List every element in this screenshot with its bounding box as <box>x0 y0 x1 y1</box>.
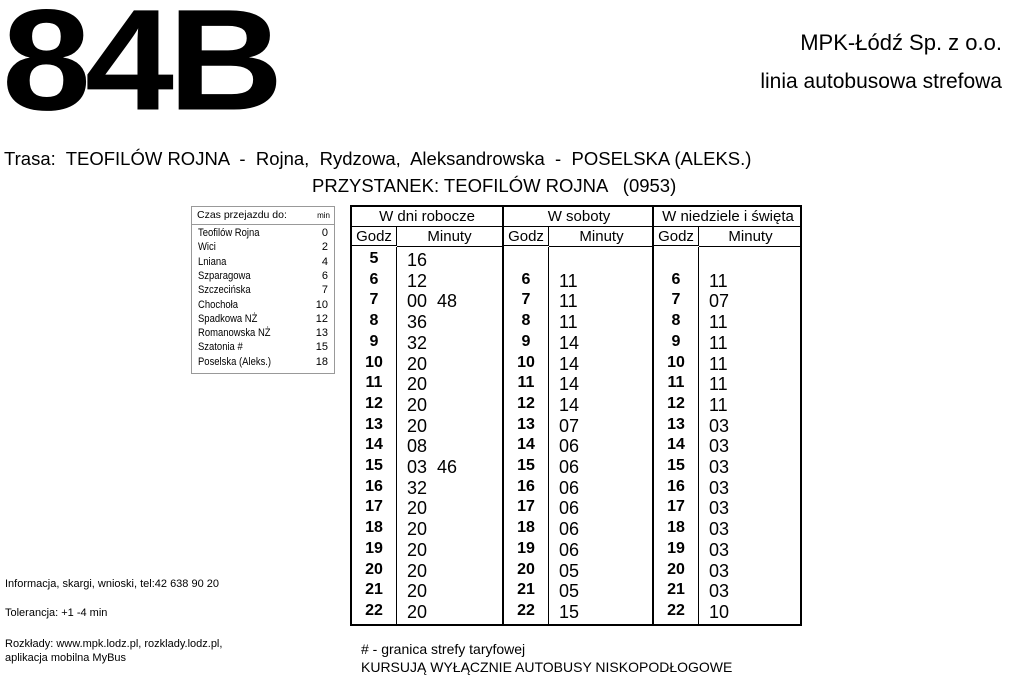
departure-row <box>504 270 654 291</box>
hour-cell: 13 <box>517 415 535 433</box>
operator-name: MPK-Łódź Sp. z o.o. <box>800 30 1002 55</box>
departure-row <box>352 560 502 581</box>
hour-cell: 9 <box>369 332 379 350</box>
travel-time-row <box>192 340 334 354</box>
departure-row <box>654 560 802 581</box>
travel-times-title: Czas przejazdu do: <box>197 209 287 221</box>
minutes-cell: 03 <box>709 519 730 540</box>
travel-time-row <box>192 283 334 297</box>
hour-cell: 6 <box>671 270 681 288</box>
minutes-cell: 11 <box>559 312 578 333</box>
departure-row <box>352 435 502 456</box>
hour-cell: 21 <box>667 581 685 599</box>
hour-cell: 14 <box>667 436 685 454</box>
minutes-column-header: Minuty <box>699 227 802 247</box>
hour-cell: 22 <box>667 601 685 619</box>
hour-cell: 17 <box>365 498 383 516</box>
line-number: 84B <box>2 0 278 141</box>
minutes-cell: 32 <box>407 332 428 353</box>
hour-cell: 18 <box>517 519 535 537</box>
travel-minutes-cell: 6 <box>321 269 328 282</box>
travel-minutes-cell: 4 <box>321 255 328 268</box>
minutes-column-header: Minuty <box>549 227 654 247</box>
minutes-cell: 36 <box>407 312 428 333</box>
hour-cell: 21 <box>517 581 535 599</box>
minutes-cell: 06 <box>559 539 580 560</box>
minutes-cell: 14 <box>559 374 580 395</box>
minutes-cell: 11 <box>709 270 728 291</box>
hour-cell: 7 <box>671 291 681 309</box>
minutes-cell: 07 <box>559 415 580 436</box>
minutes-cell: 20 <box>407 415 428 436</box>
departure-row <box>352 270 502 291</box>
travel-time-row <box>192 326 334 340</box>
travel-time-row <box>192 255 334 269</box>
departure-row <box>504 290 654 311</box>
section-title: W dni robocze <box>352 207 502 227</box>
stop-name: PRZYSTANEK: TEOFILÓW ROJNA (0953) <box>312 175 677 196</box>
departure-row <box>352 290 502 311</box>
minutes-cell: 03 <box>709 457 730 477</box>
departure-row <box>654 311 802 332</box>
minutes-cell: 06 <box>559 457 580 477</box>
minutes-cell: 11 <box>559 291 578 312</box>
hour-cell: 7 <box>369 291 379 309</box>
minutes-cell: 32 <box>407 477 428 498</box>
hour-cell: 8 <box>521 312 531 330</box>
hour-cell: 9 <box>671 332 681 350</box>
hour-cell: 16 <box>365 477 383 495</box>
travel-minutes-cell: 7 <box>321 284 328 297</box>
departure-row <box>504 539 654 560</box>
section-title: W soboty <box>504 207 654 227</box>
departure-row <box>504 580 654 601</box>
hour-cell: 10 <box>517 353 535 371</box>
departure-row <box>504 477 654 498</box>
departure-row <box>504 560 654 581</box>
departure-row <box>654 601 802 622</box>
minutes-cell: 06 <box>559 498 580 519</box>
travel-time-row <box>192 240 334 254</box>
departure-row <box>654 456 802 477</box>
travel-minutes-cell: 10 <box>315 298 328 311</box>
departure-row <box>654 497 802 518</box>
travel-minutes-cell: 2 <box>321 241 328 254</box>
departure-row <box>654 518 802 539</box>
minutes-cell: 20 <box>407 374 428 395</box>
departure-row <box>504 518 654 539</box>
minutes-cell: 03 46 <box>407 457 458 477</box>
stop-name-cell: Spadkowa NŻ <box>198 312 258 325</box>
minutes-cell: 14 <box>559 332 580 353</box>
schedules-line-1: Rozkłady: www.mpk.lodz.pl, rozklady.lodz.pl, <box>5 638 223 650</box>
travel-times-unit: min <box>317 211 330 220</box>
minutes-cell: 11 <box>709 394 728 415</box>
route-description: Trasa: TEOFILÓW ROJNA - Rojna, Rydzowa, Aleksandrowska - POSELSKA (ALEKS.) <box>4 148 752 169</box>
hour-cell: 22 <box>365 601 383 619</box>
hour-column-header: Godz <box>504 227 549 246</box>
departure-row <box>654 373 802 394</box>
minutes-cell: 03 <box>709 539 730 560</box>
hour-cell: 18 <box>365 519 383 537</box>
timetable-legend <box>361 640 732 676</box>
section-saturdays <box>502 207 654 624</box>
minutes-cell: 20 <box>407 581 428 602</box>
hour-cell: 12 <box>667 394 685 412</box>
travel-minutes-cell: 18 <box>315 355 328 368</box>
stop-name-cell: Lniana <box>198 255 227 268</box>
hour-cell: 15 <box>667 457 685 474</box>
departure-row <box>654 270 802 291</box>
travel-time-row <box>192 269 334 283</box>
travel-time-row <box>192 226 334 240</box>
departure-row <box>352 332 502 353</box>
travel-time-row <box>192 298 334 312</box>
hour-cell: 20 <box>365 560 383 578</box>
stop-name-cell: Szatonia # <box>198 341 243 354</box>
schedules-info <box>5 637 222 665</box>
hour-cell: 12 <box>517 394 535 412</box>
departure-row <box>352 415 502 436</box>
hour-cell: 16 <box>517 477 535 495</box>
departure-row <box>504 601 654 622</box>
hour-cell: 10 <box>667 353 685 371</box>
travel-time-row <box>192 355 334 369</box>
hour-cell: 9 <box>521 332 531 350</box>
departure-timetable <box>350 205 802 626</box>
hour-cell: 14 <box>365 436 383 454</box>
minutes-cell: 12 <box>407 270 428 291</box>
departure-row <box>352 311 502 332</box>
minutes-cell: 03 <box>709 560 730 581</box>
minutes-cell: 10 <box>709 601 730 622</box>
info-contact: Informacja, skargi, wnioski, tel:42 638 90 20 <box>5 578 220 590</box>
hour-cell: 19 <box>667 539 685 557</box>
section-weekdays <box>352 207 502 624</box>
minutes-cell: 00 48 <box>407 291 458 312</box>
departure-row <box>504 456 654 477</box>
minutes-cell: 20 <box>407 519 428 540</box>
hour-cell: 22 <box>517 601 535 619</box>
minutes-cell: 11 <box>709 353 728 374</box>
hour-cell: 5 <box>369 250 379 267</box>
stop-name-cell: Teofilów Rojna <box>198 227 260 239</box>
minutes-cell: 06 <box>559 519 580 540</box>
minutes-cell: 15 <box>559 601 580 622</box>
hour-cell: 11 <box>517 374 535 392</box>
minutes-column-header: Minuty <box>397 227 502 247</box>
travel-time-row <box>192 312 334 326</box>
hour-cell: 8 <box>369 312 379 330</box>
hour-cell: 20 <box>517 560 535 578</box>
hour-column-header: Godz <box>654 227 699 246</box>
hour-cell: 12 <box>365 394 383 412</box>
minutes-cell: 16 <box>407 250 428 270</box>
hour-cell: 6 <box>369 270 379 288</box>
departure-row <box>352 580 502 601</box>
hour-cell: 11 <box>365 374 383 392</box>
departure-row <box>504 332 654 353</box>
minutes-cell: 20 <box>407 394 428 415</box>
minutes-cell: 03 <box>709 436 730 457</box>
departure-row <box>352 601 502 622</box>
minutes-cell: 06 <box>559 436 580 457</box>
departure-row <box>352 249 502 270</box>
hour-cell: 15 <box>517 457 535 474</box>
departure-row <box>352 497 502 518</box>
departure-row <box>654 435 802 456</box>
minutes-cell: 20 <box>407 560 428 581</box>
section-title: W niedziele i święta <box>654 207 802 227</box>
stop-name-cell: Wici <box>198 241 216 254</box>
minutes-cell: 20 <box>407 601 428 622</box>
stop-name-cell: Szparagowa <box>198 269 251 282</box>
departure-row <box>654 580 802 601</box>
hour-cell: 7 <box>521 291 531 309</box>
minutes-cell: 07 <box>709 291 730 312</box>
minutes-cell: 03 <box>709 581 730 602</box>
departure-row <box>352 373 502 394</box>
minutes-cell: 20 <box>407 353 428 374</box>
travel-times-table <box>191 206 335 374</box>
minutes-cell: 08 <box>407 436 428 457</box>
travel-minutes-cell: 12 <box>315 312 328 325</box>
minutes-cell: 11 <box>709 312 728 333</box>
departure-row <box>504 394 654 415</box>
stop-name-cell: Romanowska NŻ <box>198 327 271 340</box>
hour-cell: 8 <box>671 312 681 330</box>
hour-cell: 14 <box>517 436 535 454</box>
departure-row <box>352 456 502 477</box>
hour-cell: 20 <box>667 560 685 578</box>
minutes-cell: 20 <box>407 539 428 560</box>
minutes-cell: 14 <box>559 394 580 415</box>
minutes-cell: 03 <box>709 498 730 519</box>
minutes-cell: 05 <box>559 581 580 602</box>
departure-row <box>352 539 502 560</box>
hour-cell: 13 <box>365 415 383 433</box>
stop-name-cell: Poselska (Aleks.) <box>198 355 272 368</box>
minutes-cell: 06 <box>559 477 580 498</box>
travel-times-header <box>192 207 334 225</box>
low-floor-note: KURSUJĄ WYŁĄCZNIE AUTOBUSY NISKOPODŁOGOWE <box>361 659 733 675</box>
minutes-cell: 14 <box>559 353 580 374</box>
hour-cell: 17 <box>517 498 535 516</box>
departure-row <box>654 353 802 374</box>
minutes-cell: 05 <box>559 560 580 581</box>
minutes-cell: 03 <box>709 477 730 498</box>
departure-row <box>352 477 502 498</box>
departure-row <box>654 290 802 311</box>
minutes-cell: 11 <box>709 374 728 395</box>
hour-cell: 15 <box>365 457 383 474</box>
hour-cell: 18 <box>667 519 685 537</box>
departure-row <box>504 415 654 436</box>
departure-row <box>352 518 502 539</box>
hour-cell: 16 <box>667 477 685 495</box>
line-type: linia autobusowa strefowa <box>760 70 1002 93</box>
departure-row <box>654 332 802 353</box>
hour-column-header: Godz <box>352 227 397 246</box>
departure-row <box>504 373 654 394</box>
departure-row <box>504 435 654 456</box>
minutes-cell: 11 <box>559 270 578 291</box>
hour-cell: 21 <box>365 581 383 599</box>
departure-row <box>352 394 502 415</box>
departure-row <box>504 497 654 518</box>
departure-row <box>504 353 654 374</box>
hour-cell: 6 <box>521 270 531 288</box>
minutes-cell: 20 <box>407 498 428 519</box>
travel-minutes-cell: 15 <box>315 341 328 354</box>
travel-minutes-cell: 13 <box>315 327 328 340</box>
minutes-cell: 03 <box>709 415 730 436</box>
travel-minutes-cell: 0 <box>321 227 328 239</box>
tolerance-note: Tolerancja: +1 -4 min <box>5 607 108 619</box>
section-sundays-holidays <box>652 207 802 624</box>
departure-row <box>352 353 502 374</box>
minutes-cell: 11 <box>709 332 728 353</box>
stop-name-cell: Szczecińska <box>198 284 251 297</box>
hour-cell: 19 <box>365 539 383 557</box>
stop-name-cell: Chochoła <box>198 298 238 311</box>
hour-cell: 11 <box>667 374 685 392</box>
schedules-line-2: aplikacja mobilna MyBus <box>5 652 127 664</box>
departure-row <box>654 394 802 415</box>
hour-cell: 10 <box>365 353 383 371</box>
hour-cell: 17 <box>667 498 685 516</box>
departure-row <box>654 539 802 560</box>
departure-row <box>504 311 654 332</box>
departure-row <box>654 415 802 436</box>
zone-boundary-note: # - granica strefy taryfowej <box>361 641 526 657</box>
hour-cell: 13 <box>667 415 685 433</box>
departure-row <box>654 477 802 498</box>
hour-cell: 19 <box>517 539 535 557</box>
